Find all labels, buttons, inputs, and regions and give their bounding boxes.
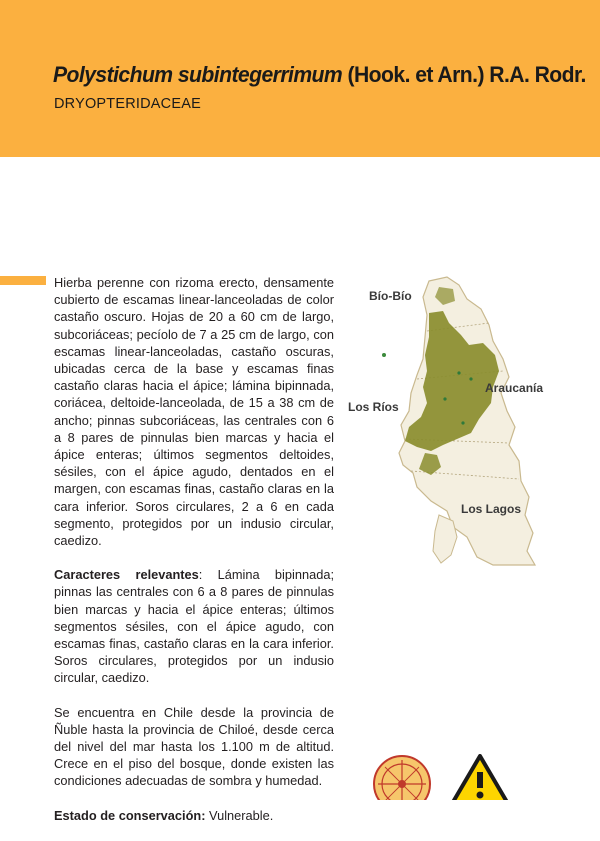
authority: (Hook. et Arn.) R.A. Rodr. — [342, 62, 586, 87]
region-label-araucania: Araucanía — [485, 381, 544, 395]
relevant-characters-text: : Lámina bipinnada; pinnas las centrales con 6 a 8 pares de pinnulas bien marcas y hacia el ápice enteras; últimos segmentos sésiles, con el ápice agudo, con escamas finas, castaño claras en la cara inferior. Soros circulares, protegidos por un indusio circular, caedizo. — [54, 567, 334, 686]
family-name: DRYOPTERIDACEAE — [54, 96, 201, 112]
map-figure — [343, 275, 573, 567]
relevant-characters-paragraph — [54, 566, 334, 686]
occurrence-point — [461, 421, 464, 424]
page-title — [53, 62, 586, 88]
region-label-los-rios: Los Ríos — [348, 400, 399, 414]
badge-icons — [372, 754, 532, 800]
occurrence-point — [443, 397, 446, 400]
conservation-value: Vulnerable. — [205, 807, 274, 823]
conservation-label: Estado de conservación: — [54, 807, 206, 823]
distribution-map — [343, 275, 573, 567]
occurrence-point — [382, 353, 386, 357]
chiloe-island — [433, 515, 457, 563]
distribution-paragraph: Se encuentra en Chile desde la provincia de Ñuble hasta la provincia de Chiloé, desde cerca del nivel del mar hasta los 1.100 m de altitud. Crece en el piso del bosque, donde existen las condiciones adecuadas de sombra y humedad. — [54, 704, 334, 789]
relevant-characters-label: Caracteres relevantes — [54, 567, 199, 583]
status-badges — [372, 754, 532, 800]
occurrence-point — [469, 377, 472, 380]
region-label-biobio: Bío-Bío — [369, 289, 412, 303]
warning-icon — [446, 756, 514, 800]
species-text — [54, 274, 334, 841]
header-band — [0, 0, 600, 157]
section-marker — [0, 276, 46, 285]
description-paragraph: Hierba perenne con rizoma erecto, densamente cubierto de escamas linear-lanceoladas de color castaño oscuro. Hojas de 20 a 60 cm de largo, subcoriáceas; pecíolo de 7 a 25 cm de largo, con escamas linear-lanceoladas, castaño oscuras, ubicadas cerca de la base y escamas finas castaño claras hacia el ápice; lámina bipinnada, coriácea, deltoide-lanceolada, de 15 a 38 cm de ancho; pinnas subcoriáceas, las centrales con 6 a 8 pares de pinnulas bien marcas y hacia el ápice enteras; últimos segmentos deltoides, sésiles, con el ápice agudo, dentados en el margen, con escamas finas, castaño claras en la cara inferior. Soros circulares, 2 a 6 en cada segmento, protegidos por un indusio circular, caedizo. — [54, 275, 334, 549]
conservation-paragraph — [54, 807, 334, 824]
region-label-los-lagos: Los Lagos — [461, 502, 522, 516]
compass-seal-icon — [374, 756, 430, 800]
occurrence-point — [457, 371, 460, 374]
scientific-name: Polystichum subintegerrimum — [53, 62, 343, 87]
